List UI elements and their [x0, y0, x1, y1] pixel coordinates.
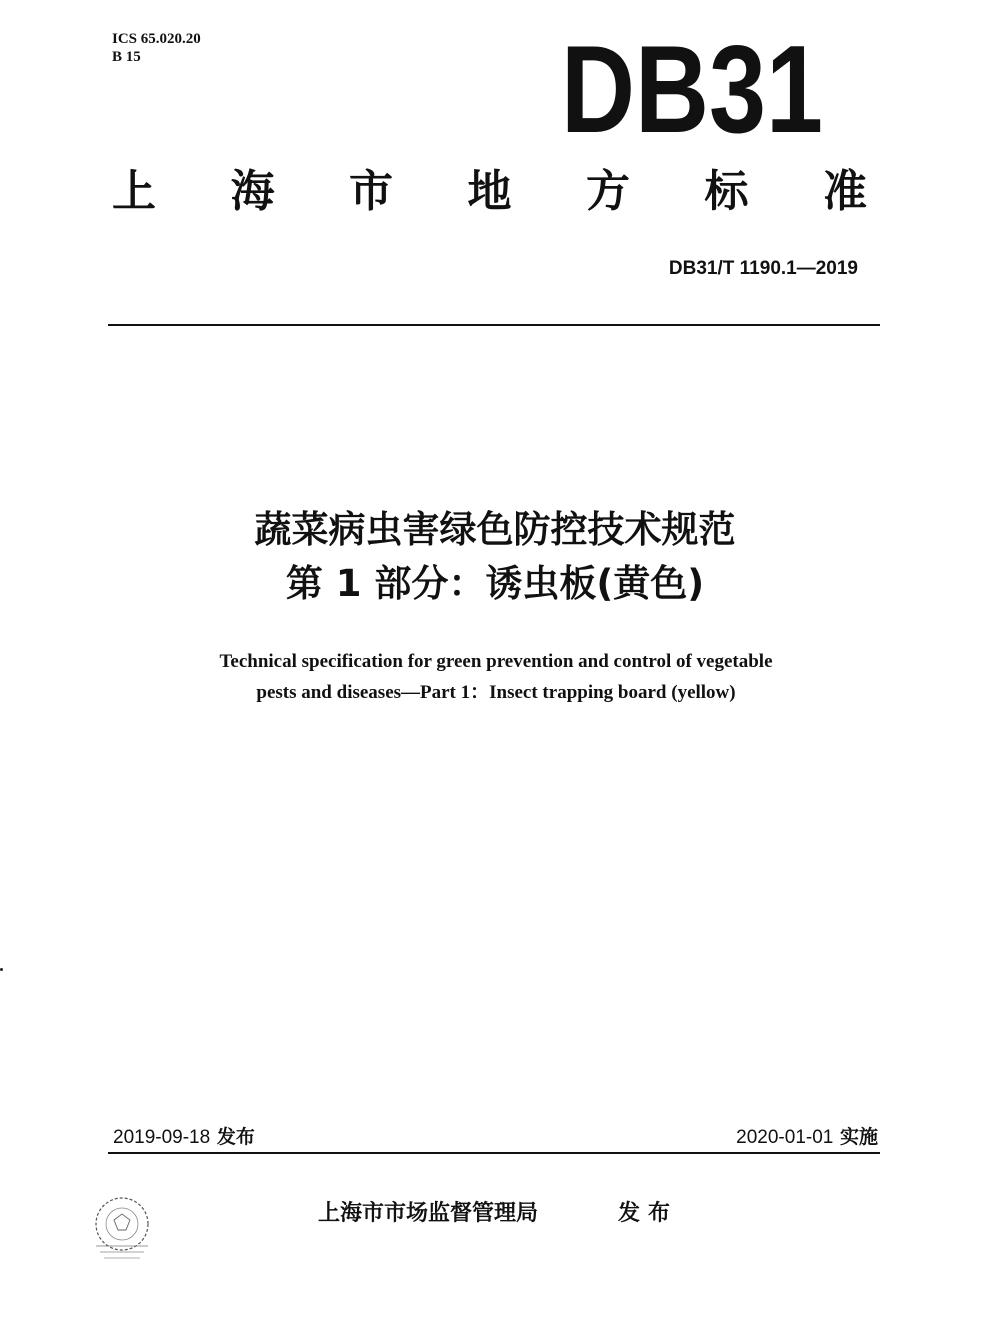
issue-date-block	[113, 1122, 255, 1149]
chinese-title-line-1: 蔬菜病虫害绿色防控技术规范	[254, 508, 736, 551]
issue-label: 发布	[216, 1126, 255, 1148]
ics-code: ICS 65.020.20	[112, 31, 201, 47]
ccs-code: B 15	[112, 49, 141, 65]
standard-type-char: 市	[349, 166, 393, 217]
implement-date-block	[736, 1122, 878, 1149]
scan-artifact	[0, 968, 3, 971]
bottom-divider	[108, 1152, 880, 1154]
implement-date: 2020-01-01	[736, 1127, 834, 1148]
chinese-title-line-2: 第 1 部分：诱虫板(黄色)	[285, 562, 705, 605]
standard-type	[112, 162, 867, 222]
db31-logo	[560, 21, 825, 159]
seal-stamp-icon	[86, 1190, 158, 1262]
standard-type-char: 准	[823, 166, 867, 217]
implement-label: 实施	[839, 1126, 878, 1148]
standard-number: DB31/T 1190.1—2019	[668, 258, 858, 279]
issuer-action: 发布	[618, 1201, 679, 1226]
standard-type-char: 上	[112, 166, 156, 217]
standard-type-char: 标	[704, 166, 749, 217]
english-title-line-2: pests and diseases—Part 1：Insect trapping board (yellow)	[256, 682, 736, 703]
classification-codes	[112, 30, 201, 66]
issuer-name: 上海市市场监督管理局	[318, 1201, 539, 1226]
english-title-line-1: Technical specification for green prevention and control of vegetable	[219, 651, 773, 672]
standard-type-char: 海	[230, 166, 275, 217]
standard-type-char: 方	[586, 166, 630, 217]
logo-text: DB31	[561, 21, 823, 159]
issue-date: 2019-09-18	[113, 1127, 211, 1148]
chinese-title	[0, 503, 990, 611]
top-divider	[108, 324, 880, 326]
english-title	[0, 646, 992, 708]
standard-type-char: 地	[467, 166, 512, 217]
